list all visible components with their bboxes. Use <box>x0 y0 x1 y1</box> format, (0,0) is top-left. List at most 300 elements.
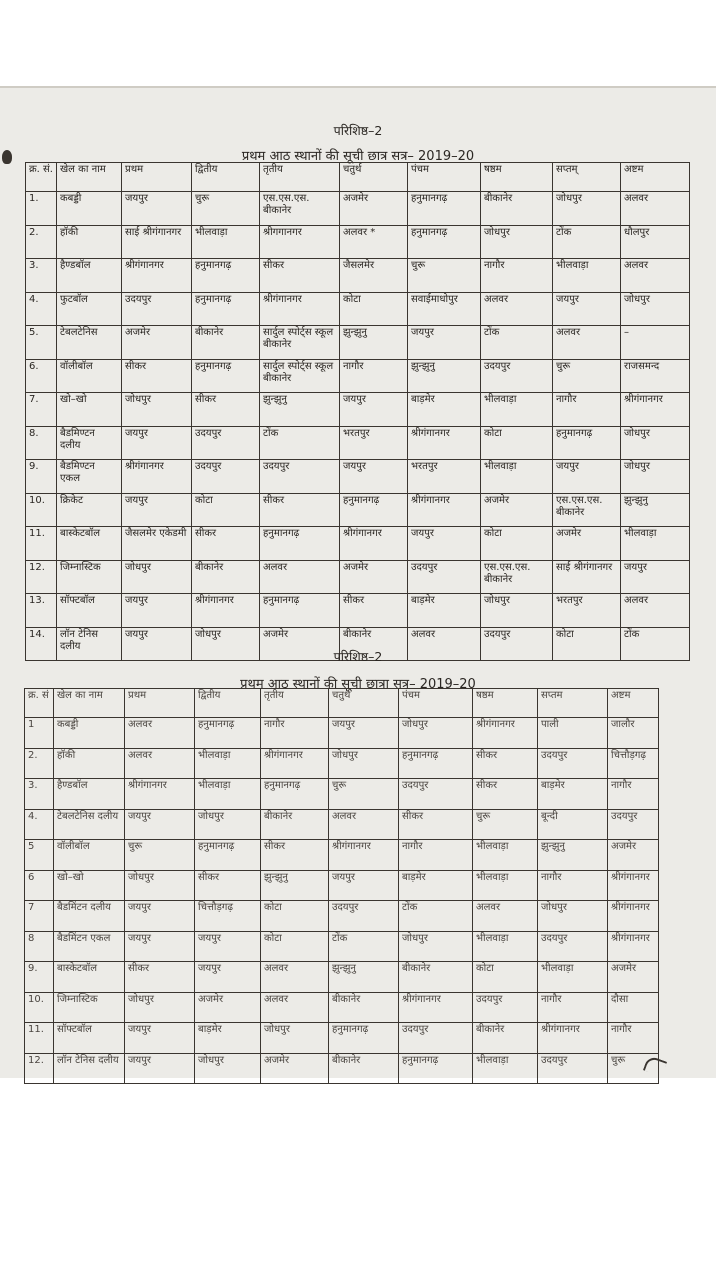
table-cell: झुन्झुनु <box>538 840 608 871</box>
table-cell: नागौर <box>261 718 329 749</box>
table-row <box>25 931 659 962</box>
table-row <box>25 809 659 840</box>
table-cell: टोंक <box>399 901 473 932</box>
table-cell: बीकानेर <box>192 326 260 360</box>
table-cell: धौलपुर <box>621 225 690 259</box>
table-cell: जोधपुर <box>538 901 608 932</box>
table-cell: अजमेर <box>195 992 261 1023</box>
table-cell: जोधपुर <box>125 870 195 901</box>
table-cell: अलवर <box>621 192 690 226</box>
table-cell: जयपुर <box>122 426 192 460</box>
table-cell: अजमेर <box>340 560 408 594</box>
table-cell: 7 <box>25 901 54 932</box>
table-cell: श्रीगंगानगर <box>399 992 473 1023</box>
table-cell: बीकानेर <box>329 1053 399 1084</box>
table-cell: चुरू <box>192 192 260 226</box>
table-cell: नागौर <box>340 359 408 393</box>
table-cell: पाली <box>538 718 608 749</box>
table-cell: अलवर <box>621 594 690 628</box>
column-header: खेल का नाम <box>57 163 122 192</box>
table-cell: झुन्झुनु <box>260 393 340 427</box>
table-row <box>25 748 659 779</box>
table-cell: अलवर <box>125 748 195 779</box>
table-cell: उदयपुर <box>399 779 473 810</box>
table-cell: अलवर <box>553 326 621 360</box>
list-title-girls: प्रथम आठ स्थानों की सूची छात्रा सत्र– 2019–20 <box>240 677 476 692</box>
table-row <box>26 594 690 628</box>
table-cell: जयपुर <box>329 870 399 901</box>
table-cell: झुन्झुनु <box>261 870 329 901</box>
table-cell: जोधपुर <box>192 627 260 661</box>
table-cell: उदयपुर <box>329 901 399 932</box>
table-cell: 3. <box>26 259 57 293</box>
table-cell: नागौर <box>481 259 553 293</box>
table-cell: सार्दुल स्पोर्ट्स स्कूल बीकानेर <box>260 326 340 360</box>
table-cell: बीकानेर <box>192 560 260 594</box>
table-cell: हॉकी <box>57 225 122 259</box>
table-cell: श्रीगंगानगर <box>192 594 260 628</box>
table-cell: सवाईमाधोपुर <box>408 292 481 326</box>
table-row <box>26 527 690 561</box>
table-cell: नागौर <box>608 779 659 810</box>
table-cell: जयपुर <box>122 192 192 226</box>
table-cell: 8 <box>25 931 54 962</box>
table-cell: 9. <box>26 460 57 494</box>
table-row <box>25 718 659 749</box>
table-row <box>25 870 659 901</box>
table-cell: उदयपुर <box>408 560 481 594</box>
table-cell: जैसलमेर <box>340 259 408 293</box>
table-cell: सीकर <box>473 779 538 810</box>
column-header: प्रथम <box>125 689 195 718</box>
table-cell: बाड़मेर <box>399 870 473 901</box>
table-cell: अलवर <box>329 809 399 840</box>
table-cell: हनुमानगढ़ <box>408 192 481 226</box>
table-cell: हनुमानगढ़ <box>553 426 621 460</box>
table-cell: जोधपुर <box>621 460 690 494</box>
table-cell: कोटा <box>261 931 329 962</box>
table-cell: सीकर <box>125 962 195 993</box>
table-cell: 9. <box>25 962 54 993</box>
table-cell: 1 <box>25 718 54 749</box>
table-cell: सॉफ्टबॉल <box>57 594 122 628</box>
table-cell: बाड़मेर <box>408 393 481 427</box>
table-cell: हनुमानगढ़ <box>399 1053 473 1084</box>
table-cell: बैडमिण्टन दलीय <box>57 426 122 460</box>
table-cell: श्रीगंगानगर <box>608 931 659 962</box>
table-cell: भीलवाड़ा <box>473 870 538 901</box>
table-cell: टोंक <box>260 426 340 460</box>
column-header: द्वितीय <box>195 689 261 718</box>
column-header: षष्ठम <box>473 689 538 718</box>
table-cell: भीलवाड़ा <box>553 259 621 293</box>
table-cell: जयपुर <box>340 460 408 494</box>
table-cell: बास्केटबॉल <box>57 527 122 561</box>
girls-ranking-table <box>24 688 659 1084</box>
table-cell: 5 <box>25 840 54 871</box>
table-cell: हनुमानगढ़ <box>195 840 261 871</box>
table-cell: साई श्रीगंगानगर <box>122 225 192 259</box>
table-cell: क्रिकेट <box>57 493 122 527</box>
table-cell: कोटा <box>261 901 329 932</box>
table-cell: हनुमानगढ़ <box>192 292 260 326</box>
table-cell: जोधपुर <box>621 426 690 460</box>
table-cell: चुरू <box>608 1053 659 1084</box>
table-cell: बीकानेर <box>329 992 399 1023</box>
table-cell: जयपुर <box>125 931 195 962</box>
table-row <box>25 779 659 810</box>
table-cell: उदयपुर <box>192 460 260 494</box>
table-cell: अजमेर <box>553 527 621 561</box>
table-cell: चित्तौड़गढ़ <box>195 901 261 932</box>
table-cell: उदयपुर <box>481 359 553 393</box>
table-cell: लॉन टेनिस दलीय <box>54 1053 125 1084</box>
table-cell: एस.एस.एस. बीकानेर <box>481 560 553 594</box>
table-cell: कोटा <box>340 292 408 326</box>
table-cell: भीलवाड़ा <box>473 1053 538 1084</box>
table-row <box>26 292 690 326</box>
table-cell: जोधपुर <box>195 1053 261 1084</box>
table-cell: जयपुर <box>125 809 195 840</box>
table-cell: सीकर <box>340 594 408 628</box>
table-cell: जोधपुर <box>481 225 553 259</box>
table-cell: चुरू <box>473 809 538 840</box>
table-cell: भरतपुर <box>553 594 621 628</box>
table-cell: बीकानेर <box>473 1023 538 1054</box>
table-cell: भीलवाड़ा <box>481 393 553 427</box>
table-cell: श्रीगंगानगर <box>608 901 659 932</box>
table-cell: जालौर <box>608 718 659 749</box>
table-cell: जिम्नास्टिक <box>57 560 122 594</box>
table-cell: दौसा <box>608 992 659 1023</box>
table-cell: झुन्झुनु <box>408 359 481 393</box>
table-cell: जोधपुर <box>399 931 473 962</box>
column-header: प्रथम <box>122 163 192 192</box>
table-cell: उदयपुर <box>473 992 538 1023</box>
column-header: तृतीय <box>260 163 340 192</box>
table-cell: जयपुर <box>329 718 399 749</box>
header-row <box>25 689 659 718</box>
table-cell: श्रीगंगानगर <box>340 527 408 561</box>
table-cell: हनुमानगढ़ <box>192 359 260 393</box>
column-header: चतुर्थ <box>340 163 408 192</box>
table-cell: अजमेर <box>608 840 659 871</box>
column-header: षष्ठम <box>481 163 553 192</box>
table-cell: अलवर <box>408 627 481 661</box>
table-cell: सीकर <box>195 870 261 901</box>
table-row <box>25 992 659 1023</box>
table-cell: श्रीगंगानगर <box>329 840 399 871</box>
table-row <box>25 1023 659 1054</box>
column-header: अष्टम <box>608 689 659 718</box>
table-cell: जयपुर <box>195 962 261 993</box>
table-cell: श्रीगंगानगर <box>122 259 192 293</box>
table-cell: उदयपुर <box>122 292 192 326</box>
table-cell: 4. <box>26 292 57 326</box>
table-cell: श्रीगंगानगर <box>473 718 538 749</box>
table-cell: 4. <box>25 809 54 840</box>
table-cell: टेबलटेनिस दलीय <box>54 809 125 840</box>
table-cell: बीकानेर <box>481 192 553 226</box>
table-cell: हनुमानगढ़ <box>399 748 473 779</box>
table-row <box>25 901 659 932</box>
table-cell: 8. <box>26 426 57 460</box>
table-cell: जयपुर <box>553 460 621 494</box>
table-cell: कबड्डी <box>57 192 122 226</box>
table-cell: खो–खो <box>54 870 125 901</box>
table-cell: हनुमानगढ़ <box>340 493 408 527</box>
table-cell: जोधपुर <box>122 560 192 594</box>
table-cell: नागौर <box>538 870 608 901</box>
table-cell: 10. <box>25 992 54 1023</box>
table-cell: जयपुर <box>195 931 261 962</box>
table-cell: भीलवाड़ा <box>538 962 608 993</box>
table-row <box>26 259 690 293</box>
table-cell: हनुमानगढ़ <box>408 225 481 259</box>
table-cell: उदयपुर <box>608 809 659 840</box>
table-cell: 3. <box>25 779 54 810</box>
table-cell: टोंक <box>553 225 621 259</box>
table-cell: साई श्रीगंगानगर <box>553 560 621 594</box>
table-cell: जोधपुर <box>481 594 553 628</box>
table-cell: 6 <box>25 870 54 901</box>
table-cell: अलवर <box>260 560 340 594</box>
table-cell: जयपुर <box>408 326 481 360</box>
table-cell: भीलवाड़ा <box>195 748 261 779</box>
table-cell: जयपुर <box>125 1023 195 1054</box>
table-cell: बाड़मेर <box>538 779 608 810</box>
table-cell: खो–खो <box>57 393 122 427</box>
table-cell: अजमेर <box>261 1053 329 1084</box>
table-cell: भीलवाड़ा <box>473 840 538 871</box>
table-cell: 13. <box>26 594 57 628</box>
table-cell: उदयपुर <box>192 426 260 460</box>
table-cell: चुरू <box>329 779 399 810</box>
table-cell: अलवर <box>261 962 329 993</box>
table-cell: भीलवाड़ा <box>195 779 261 810</box>
table-cell: उदयपुर <box>481 627 553 661</box>
table-cell: चुरू <box>553 359 621 393</box>
table-cell: अजमेर <box>608 962 659 993</box>
table-cell: श्रीगंगानगर <box>608 870 659 901</box>
table-cell: जोधपुर <box>122 393 192 427</box>
table-cell: जोधपुर <box>553 192 621 226</box>
table-row <box>26 359 690 393</box>
table-cell: जयपुर <box>122 627 192 661</box>
table-cell: सीकर <box>192 393 260 427</box>
table-cell: अलवर * <box>340 225 408 259</box>
table-cell: सीकर <box>122 359 192 393</box>
table-row <box>26 326 690 360</box>
table-cell: श्रीगंगानगर <box>408 493 481 527</box>
table-cell: टोंक <box>621 627 690 661</box>
table-cell: बाड़मेर <box>195 1023 261 1054</box>
table-cell: जोधपुर <box>399 718 473 749</box>
table-cell: जैसलमेर एकेडमी <box>122 527 192 561</box>
table-cell: कोटा <box>481 426 553 460</box>
table-row <box>25 1053 659 1084</box>
table-cell: वॉलीबॉल <box>54 840 125 871</box>
table-cell: जयपुर <box>125 901 195 932</box>
table-cell: बाड़मेर <box>408 594 481 628</box>
header-row <box>26 163 690 192</box>
table-cell: जोधपुर <box>195 809 261 840</box>
table-cell: बीकानेर <box>261 809 329 840</box>
table-cell: श्रीगंगानगर <box>122 460 192 494</box>
table-cell: अलवर <box>125 718 195 749</box>
table-cell: हनुमानगढ़ <box>261 779 329 810</box>
table-cell: जयपुर <box>340 393 408 427</box>
table-cell: अजमेर <box>122 326 192 360</box>
table-cell: 7. <box>26 393 57 427</box>
table-cell: 11. <box>26 527 57 561</box>
table-cell: उदयपुर <box>538 1053 608 1084</box>
table-cell: जोधपुर <box>261 1023 329 1054</box>
table-cell: श्रीगंगानगर <box>125 779 195 810</box>
table-cell: राजसमन्द <box>621 359 690 393</box>
table-cell: श्रीगंगानगर <box>408 426 481 460</box>
table-cell: 5. <box>26 326 57 360</box>
table-row <box>26 225 690 259</box>
table-cell: बून्दी <box>538 809 608 840</box>
table-cell: झुन्झुनु <box>340 326 408 360</box>
column-header: सप्तम् <box>553 163 621 192</box>
table-cell: 2. <box>26 225 57 259</box>
table-cell: नागौर <box>608 1023 659 1054</box>
table-cell: टोंक <box>329 931 399 962</box>
table-cell: 6. <box>26 359 57 393</box>
table-cell: झुन्झुनु <box>329 962 399 993</box>
column-header: क्र. सं. <box>26 163 57 192</box>
table-cell: सीकर <box>260 493 340 527</box>
table-cell: जयपुर <box>408 527 481 561</box>
table-cell: फुटबॉल <box>57 292 122 326</box>
table-cell: भीलवाड़ा <box>192 225 260 259</box>
column-header: पंचम <box>399 689 473 718</box>
table-cell: 1. <box>26 192 57 226</box>
table-cell: चुरू <box>125 840 195 871</box>
table-cell: बैडमिंटन एकल <box>54 931 125 962</box>
table-cell: अलवर <box>473 901 538 932</box>
column-header: सप्तम <box>538 689 608 718</box>
table-cell: उदयपुर <box>538 748 608 779</box>
table-cell: भीलवाड़ा <box>481 460 553 494</box>
table-cell: हनुमानगढ़ <box>260 527 340 561</box>
table-cell: श्रीगंगानगर <box>260 292 340 326</box>
table-cell: अजमेर <box>340 192 408 226</box>
table-cell: उदयपुर <box>260 460 340 494</box>
column-header: खेल का नाम <box>54 689 125 718</box>
column-header: अष्टम <box>621 163 690 192</box>
table-cell: सार्दुल स्पोर्ट्स स्कूल बीकानेर <box>260 359 340 393</box>
table-cell: 14. <box>26 627 57 661</box>
table-cell: भीलवाड़ा <box>621 527 690 561</box>
list-title-boys: प्रथम आठ स्थानों की सूची छात्र सत्र– 2019–20 <box>241 149 475 164</box>
table-cell: 12. <box>25 1053 54 1084</box>
table-cell: कोटा <box>192 493 260 527</box>
table-cell: श्रीगंगानगर <box>261 748 329 779</box>
table-cell: एस.एस.एस. बीकानेर <box>260 192 340 226</box>
table-cell: जोधपुर <box>125 992 195 1023</box>
table-cell: 11. <box>25 1023 54 1054</box>
table-cell: भरतपुर <box>408 460 481 494</box>
table-cell: जिम्नास्टिक <box>54 992 125 1023</box>
table-cell: कबड्डी <box>54 718 125 749</box>
table-cell: 10. <box>26 493 57 527</box>
table-cell: बैडमिंटन दलीय <box>54 901 125 932</box>
column-header: तृतीय <box>261 689 329 718</box>
table-cell: भरतपुर <box>340 426 408 460</box>
table-cell: जयपुर <box>122 594 192 628</box>
table-row <box>25 962 659 993</box>
table-cell: भीलवाड़ा <box>473 931 538 962</box>
table-cell: चित्तौड़गढ़ <box>608 748 659 779</box>
table-cell: सॉफ्टबॉल <box>54 1023 125 1054</box>
column-header: चतुर्थ <box>329 689 399 718</box>
table-cell: बीकानेर <box>340 627 408 661</box>
table-cell: श्रीगंगानगर <box>621 393 690 427</box>
table-cell: कोटा <box>481 527 553 561</box>
boys-ranking-table <box>25 162 690 661</box>
table-cell: जयपुर <box>553 292 621 326</box>
table-cell: सीकर <box>399 809 473 840</box>
table-cell: अजमेर <box>481 493 553 527</box>
table-row <box>26 192 690 226</box>
table-cell: कोटा <box>473 962 538 993</box>
table-cell: बैडमिण्टन एकल <box>57 460 122 494</box>
table-cell: लॉन टेनिस दलीय <box>57 627 122 661</box>
table-cell: अलवर <box>621 259 690 293</box>
column-header: द्वितीय <box>192 163 260 192</box>
column-header: पंचम <box>408 163 481 192</box>
table-cell: हैण्डबॉल <box>57 259 122 293</box>
table-cell: एस.एस.एस. बीकानेर <box>553 493 621 527</box>
table-cell: हैण्डबॉल <box>54 779 125 810</box>
table-cell: 12. <box>26 560 57 594</box>
table-row <box>26 460 690 494</box>
table-cell: श्रीगंगानगर <box>538 1023 608 1054</box>
table-cell: बीकानेर <box>399 962 473 993</box>
table-cell: सीकर <box>192 527 260 561</box>
table-cell: अलवर <box>481 292 553 326</box>
table-cell: टेबलटेनिस <box>57 326 122 360</box>
table-cell: नागौर <box>399 840 473 871</box>
table-cell: हनुमानगढ़ <box>192 259 260 293</box>
table-cell: श्रीगगानगर <box>260 225 340 259</box>
table-cell: जयपुर <box>621 560 690 594</box>
table-cell: अजमेर <box>260 627 340 661</box>
table-cell: नागौर <box>538 992 608 1023</box>
table-cell: जयपुर <box>125 1053 195 1084</box>
table-row <box>26 426 690 460</box>
table-cell: सीकर <box>473 748 538 779</box>
table-cell: हनुमानगढ़ <box>195 718 261 749</box>
table-cell: – <box>621 326 690 360</box>
column-header: क्र. सं <box>25 689 54 718</box>
table-cell: उदयपुर <box>399 1023 473 1054</box>
table-cell: उदयपुर <box>538 931 608 962</box>
table-row <box>26 493 690 527</box>
table-cell: चुरू <box>408 259 481 293</box>
table-cell: जोधपुर <box>329 748 399 779</box>
table-cell: झुन्झुनु <box>621 493 690 527</box>
table-cell: हनुमानगढ़ <box>260 594 340 628</box>
table-cell: कोटा <box>553 627 621 661</box>
table-cell: 2. <box>25 748 54 779</box>
table-cell: जयपुर <box>122 493 192 527</box>
table-row <box>26 393 690 427</box>
table-cell: अलवर <box>261 992 329 1023</box>
